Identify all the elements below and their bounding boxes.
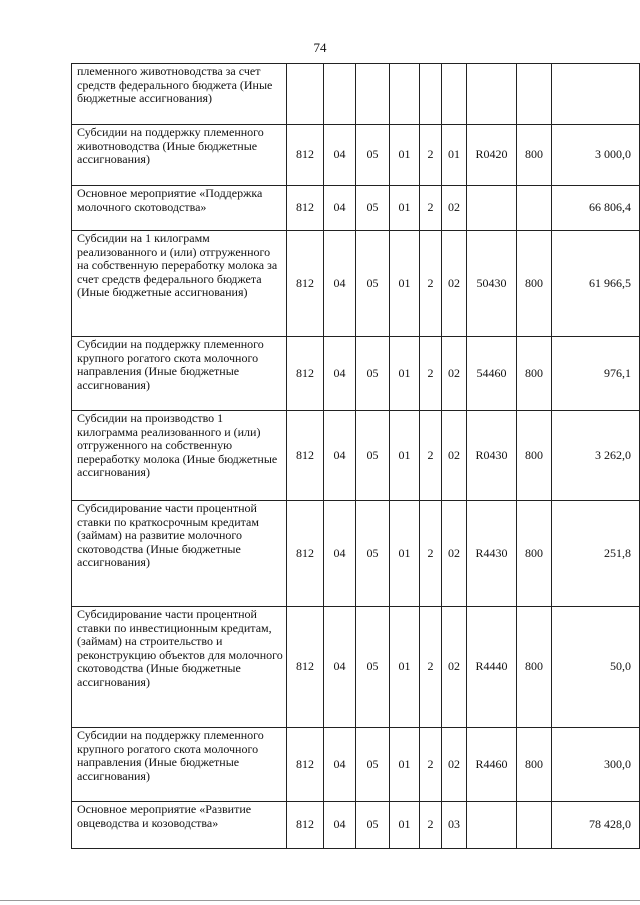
row-code-cell: 02 [442, 728, 467, 802]
row-amount-cell: 251,8 [552, 501, 640, 607]
row-code-cell: R4430 [467, 501, 517, 607]
row-code-cell: 812 [287, 802, 324, 849]
row-code-cell [356, 64, 390, 125]
table-row [72, 186, 640, 231]
row-code-cell: 2 [420, 186, 442, 231]
row-code-cell: 01 [390, 411, 420, 501]
row-code-cell: 800 [517, 411, 552, 501]
row-code-cell: 50430 [467, 231, 517, 337]
row-code-cell: 04 [324, 802, 356, 849]
row-code-cell: 01 [390, 125, 420, 186]
row-amount-cell: 66 806,4 [552, 186, 640, 231]
row-code-cell: 05 [356, 501, 390, 607]
table-row [72, 728, 640, 802]
row-code-cell: 05 [356, 728, 390, 802]
row-code-cell: 800 [517, 125, 552, 186]
row-code-cell: 800 [517, 501, 552, 607]
row-amount-cell [552, 64, 640, 125]
row-amount-cell: 50,0 [552, 607, 640, 728]
row-name-cell: Субсидии на поддержку племенного крупного рогатого скота молочного направления (Иные бюджетные ассигнования) [72, 728, 287, 802]
table-row [72, 607, 640, 728]
row-code-cell: 812 [287, 607, 324, 728]
row-code-cell: R4440 [467, 607, 517, 728]
row-code-cell [442, 64, 467, 125]
table-row [72, 125, 640, 186]
row-code-cell: 2 [420, 337, 442, 411]
row-code-cell: 02 [442, 411, 467, 501]
row-name-cell: Субсидии на поддержку племенного крупного рогатого скота молочного направления (Иные бюджетные ассигнования) [72, 337, 287, 411]
row-code-cell: 01 [390, 501, 420, 607]
row-name-cell: Субсидирование части процентной ставки по краткосрочным кредитам (займам) на развитие молочного скотоводства (Иные бюджетные ассигнования) [72, 501, 287, 607]
row-code-cell [467, 186, 517, 231]
row-code-cell: 01 [390, 186, 420, 231]
row-code-cell [517, 802, 552, 849]
row-code-cell: 02 [442, 607, 467, 728]
row-amount-cell: 3 262,0 [552, 411, 640, 501]
row-code-cell: 02 [442, 186, 467, 231]
row-code-cell: 04 [324, 501, 356, 607]
row-code-cell: 01 [390, 337, 420, 411]
row-code-cell: 2 [420, 125, 442, 186]
table-row [72, 64, 640, 125]
row-name-cell: Субсидии на поддержку племенного животноводства (Иные бюджетные ассигнования) [72, 125, 287, 186]
row-code-cell [467, 64, 517, 125]
row-code-cell: 812 [287, 411, 324, 501]
row-code-cell [517, 186, 552, 231]
row-code-cell: 05 [356, 231, 390, 337]
row-code-cell: 05 [356, 186, 390, 231]
row-code-cell: 800 [517, 607, 552, 728]
row-name-cell: племенного животноводства за счет средств федерального бюджета (Иные бюджетные ассигнования) [72, 64, 287, 125]
row-code-cell: 812 [287, 231, 324, 337]
row-code-cell [324, 64, 356, 125]
budget-table [71, 63, 640, 849]
row-code-cell: R4460 [467, 728, 517, 802]
row-code-cell: 812 [287, 728, 324, 802]
row-code-cell: 812 [287, 125, 324, 186]
row-code-cell [390, 64, 420, 125]
row-code-cell: 2 [420, 607, 442, 728]
row-code-cell: 01 [390, 728, 420, 802]
table-row [72, 411, 640, 501]
row-code-cell: 01 [390, 607, 420, 728]
row-code-cell: 02 [442, 337, 467, 411]
row-code-cell: 04 [324, 231, 356, 337]
table-row [72, 231, 640, 337]
row-code-cell: 01 [390, 231, 420, 337]
row-code-cell: 800 [517, 231, 552, 337]
row-code-cell: 04 [324, 125, 356, 186]
table-row [72, 337, 640, 411]
row-code-cell: 812 [287, 337, 324, 411]
row-code-cell [287, 64, 324, 125]
row-code-cell: 05 [356, 411, 390, 501]
row-name-cell: Субсидирование части процентной ставки по инвестиционным кредитам, (займам) на строительство и реконструкцию объектов для молочного скотоводства (Иные бюджетные ассигнования) [72, 607, 287, 728]
row-code-cell: 05 [356, 337, 390, 411]
row-code-cell: 02 [442, 231, 467, 337]
table-row [72, 802, 640, 849]
row-code-cell: 2 [420, 728, 442, 802]
row-code-cell: 05 [356, 125, 390, 186]
row-name-cell: Основное мероприятие «Развитие овцеводства и козоводства» [72, 802, 287, 849]
row-amount-cell: 3 000,0 [552, 125, 640, 186]
row-code-cell: 04 [324, 337, 356, 411]
row-code-cell: 02 [442, 501, 467, 607]
row-code-cell: 01 [390, 802, 420, 849]
row-code-cell [517, 64, 552, 125]
row-code-cell: 812 [287, 186, 324, 231]
row-name-cell: Субсидии на производство 1 килограмма реализованного и (или) отгруженного на собственную переработку молока (Иные бюджетные ассигнования) [72, 411, 287, 501]
row-code-cell [467, 802, 517, 849]
row-amount-cell: 976,1 [552, 337, 640, 411]
page-number: 74 [313, 40, 327, 55]
row-code-cell: 2 [420, 411, 442, 501]
row-code-cell: R0430 [467, 411, 517, 501]
row-code-cell: 04 [324, 607, 356, 728]
row-code-cell: 812 [287, 501, 324, 607]
row-code-cell: 01 [442, 125, 467, 186]
table-row [72, 501, 640, 607]
row-code-cell [420, 64, 442, 125]
bottom-rule [0, 900, 640, 901]
row-code-cell: R0420 [467, 125, 517, 186]
row-code-cell: 800 [517, 728, 552, 802]
row-code-cell: 04 [324, 186, 356, 231]
row-code-cell: 04 [324, 728, 356, 802]
row-code-cell: 03 [442, 802, 467, 849]
row-code-cell: 54460 [467, 337, 517, 411]
row-code-cell: 800 [517, 337, 552, 411]
row-amount-cell: 61 966,5 [552, 231, 640, 337]
row-code-cell: 05 [356, 802, 390, 849]
row-code-cell: 05 [356, 607, 390, 728]
row-name-cell: Субсидии на 1 килограмм реализованного и (или) отгруженного на собственную переработку молока за счет средств федерального бюджета (Иные бюджетные ассигнования) [72, 231, 287, 337]
row-name-cell: Основное мероприятие «Поддержка молочного скотоводства» [72, 186, 287, 231]
row-code-cell: 2 [420, 231, 442, 337]
row-code-cell: 04 [324, 411, 356, 501]
row-code-cell: 2 [420, 802, 442, 849]
row-amount-cell: 300,0 [552, 728, 640, 802]
row-amount-cell: 78 428,0 [552, 802, 640, 849]
row-code-cell: 2 [420, 501, 442, 607]
